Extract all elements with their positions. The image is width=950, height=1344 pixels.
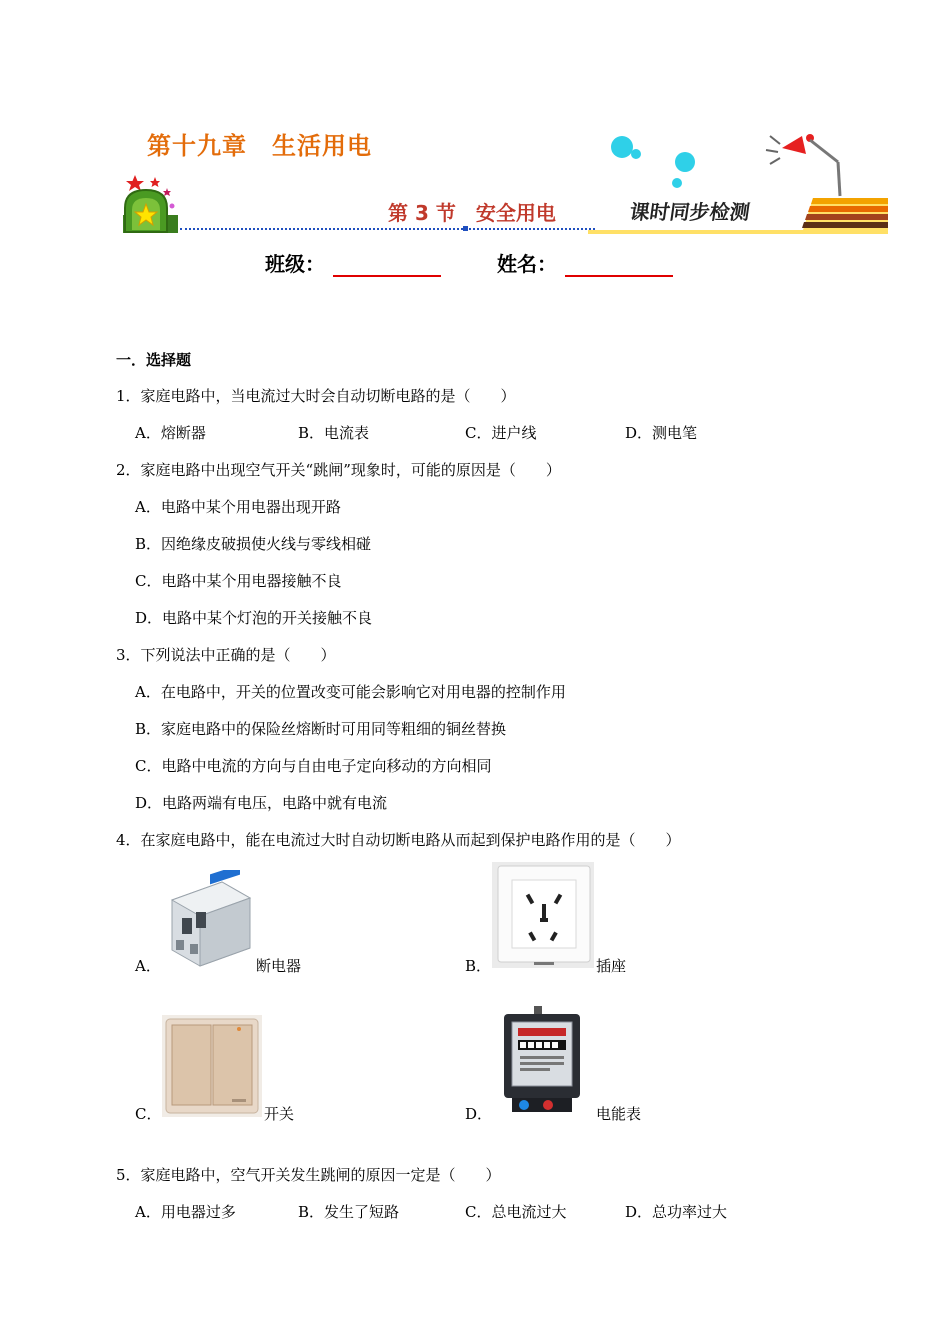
question-4-option-b-caption: 插座 bbox=[596, 957, 627, 975]
electricity-meter-image[interactable] bbox=[494, 1006, 590, 1116]
question-4-option-a-caption: 断电器 bbox=[256, 957, 302, 975]
question-4-option-d-letter[interactable]: D． bbox=[465, 1105, 493, 1123]
question-1-option-a[interactable]: A．熔断器 bbox=[135, 424, 206, 442]
question-1-option-b[interactable]: B．电流表 bbox=[298, 424, 370, 442]
question-1-option-d[interactable]: D．测电笔 bbox=[625, 424, 698, 442]
class-name-row bbox=[265, 248, 673, 277]
circuit-breaker-image[interactable] bbox=[162, 870, 254, 968]
question-4-option-c-caption: 开关 bbox=[264, 1105, 295, 1123]
divider-dot bbox=[463, 226, 468, 231]
star-badge-icon bbox=[120, 170, 190, 236]
question-2-stem: 2．家庭电路中出现空气开关“跳闸”现象时，可能的原因是（ ） bbox=[116, 461, 561, 479]
question-2-option-c[interactable]: C．电路中某个用电器接触不良 bbox=[135, 572, 342, 590]
name-blank-field[interactable] bbox=[565, 253, 673, 277]
class-blank-field[interactable] bbox=[333, 253, 441, 277]
question-4-option-c-letter[interactable]: C． bbox=[135, 1105, 162, 1123]
name-label: 姓名： bbox=[497, 252, 557, 276]
question-4-stem: 4．在家庭电路中，能在电流过大时自动切断电路从而起到保护电路作用的是（ ） bbox=[116, 831, 681, 849]
sync-check-label: 课时同步检测 bbox=[628, 200, 752, 224]
question-5-stem: 5．家庭电路中，空气开关发生跳闸的原因一定是（ ） bbox=[116, 1166, 501, 1184]
question-1-option-c[interactable]: C．进户线 bbox=[465, 424, 537, 442]
wall-socket-image[interactable] bbox=[492, 862, 594, 968]
section-heading: 一．选择题 bbox=[116, 351, 192, 369]
question-2-option-a[interactable]: A．电路中某个用电器出现开路 bbox=[135, 498, 341, 516]
question-3-option-a[interactable]: A．在电路中，开关的位置改变可能会影响它对用电器的控制作用 bbox=[135, 683, 566, 701]
class-label: 班级： bbox=[265, 252, 325, 276]
question-1-stem: 1．家庭电路中，当电流过大时会自动切断电路的是（ ） bbox=[116, 387, 516, 405]
question-5-option-d[interactable]: D．总功率过大 bbox=[625, 1203, 728, 1221]
header-divider bbox=[180, 228, 595, 230]
question-3-option-b[interactable]: B．家庭电路中的保险丝熔断时可用同等粗细的铜丝替换 bbox=[135, 720, 507, 738]
light-switch-image[interactable] bbox=[162, 1015, 262, 1117]
bubbles-decoration-icon bbox=[605, 128, 705, 192]
section-title: 第 3 节 安全用电 bbox=[388, 201, 556, 225]
chapter-title: 第十九章 生活用电 bbox=[147, 132, 372, 160]
question-4-option-b-letter[interactable]: B． bbox=[465, 957, 492, 975]
desk-lamp-icon bbox=[760, 128, 850, 198]
question-5-option-b[interactable]: B．发生了短路 bbox=[298, 1203, 400, 1221]
question-5-option-c[interactable]: C．总电流过大 bbox=[465, 1203, 567, 1221]
question-4-option-a-letter[interactable]: A． bbox=[135, 957, 161, 975]
question-2-option-d[interactable]: D．电路中某个灯泡的开关接触不良 bbox=[135, 609, 373, 627]
question-4-option-d-caption: 电能表 bbox=[596, 1105, 642, 1123]
question-3-stem: 3．下列说法中正确的是（ ） bbox=[116, 646, 336, 664]
question-2-option-b[interactable]: B．因绝缘皮破损使火线与零线相碰 bbox=[135, 535, 372, 553]
question-3-option-d[interactable]: D．电路两端有电压，电路中就有电流 bbox=[135, 794, 388, 812]
question-5-option-a[interactable]: A．用电器过多 bbox=[135, 1203, 236, 1221]
question-3-option-c[interactable]: C．电路中电流的方向与自由电子定向移动的方向相同 bbox=[135, 757, 492, 775]
